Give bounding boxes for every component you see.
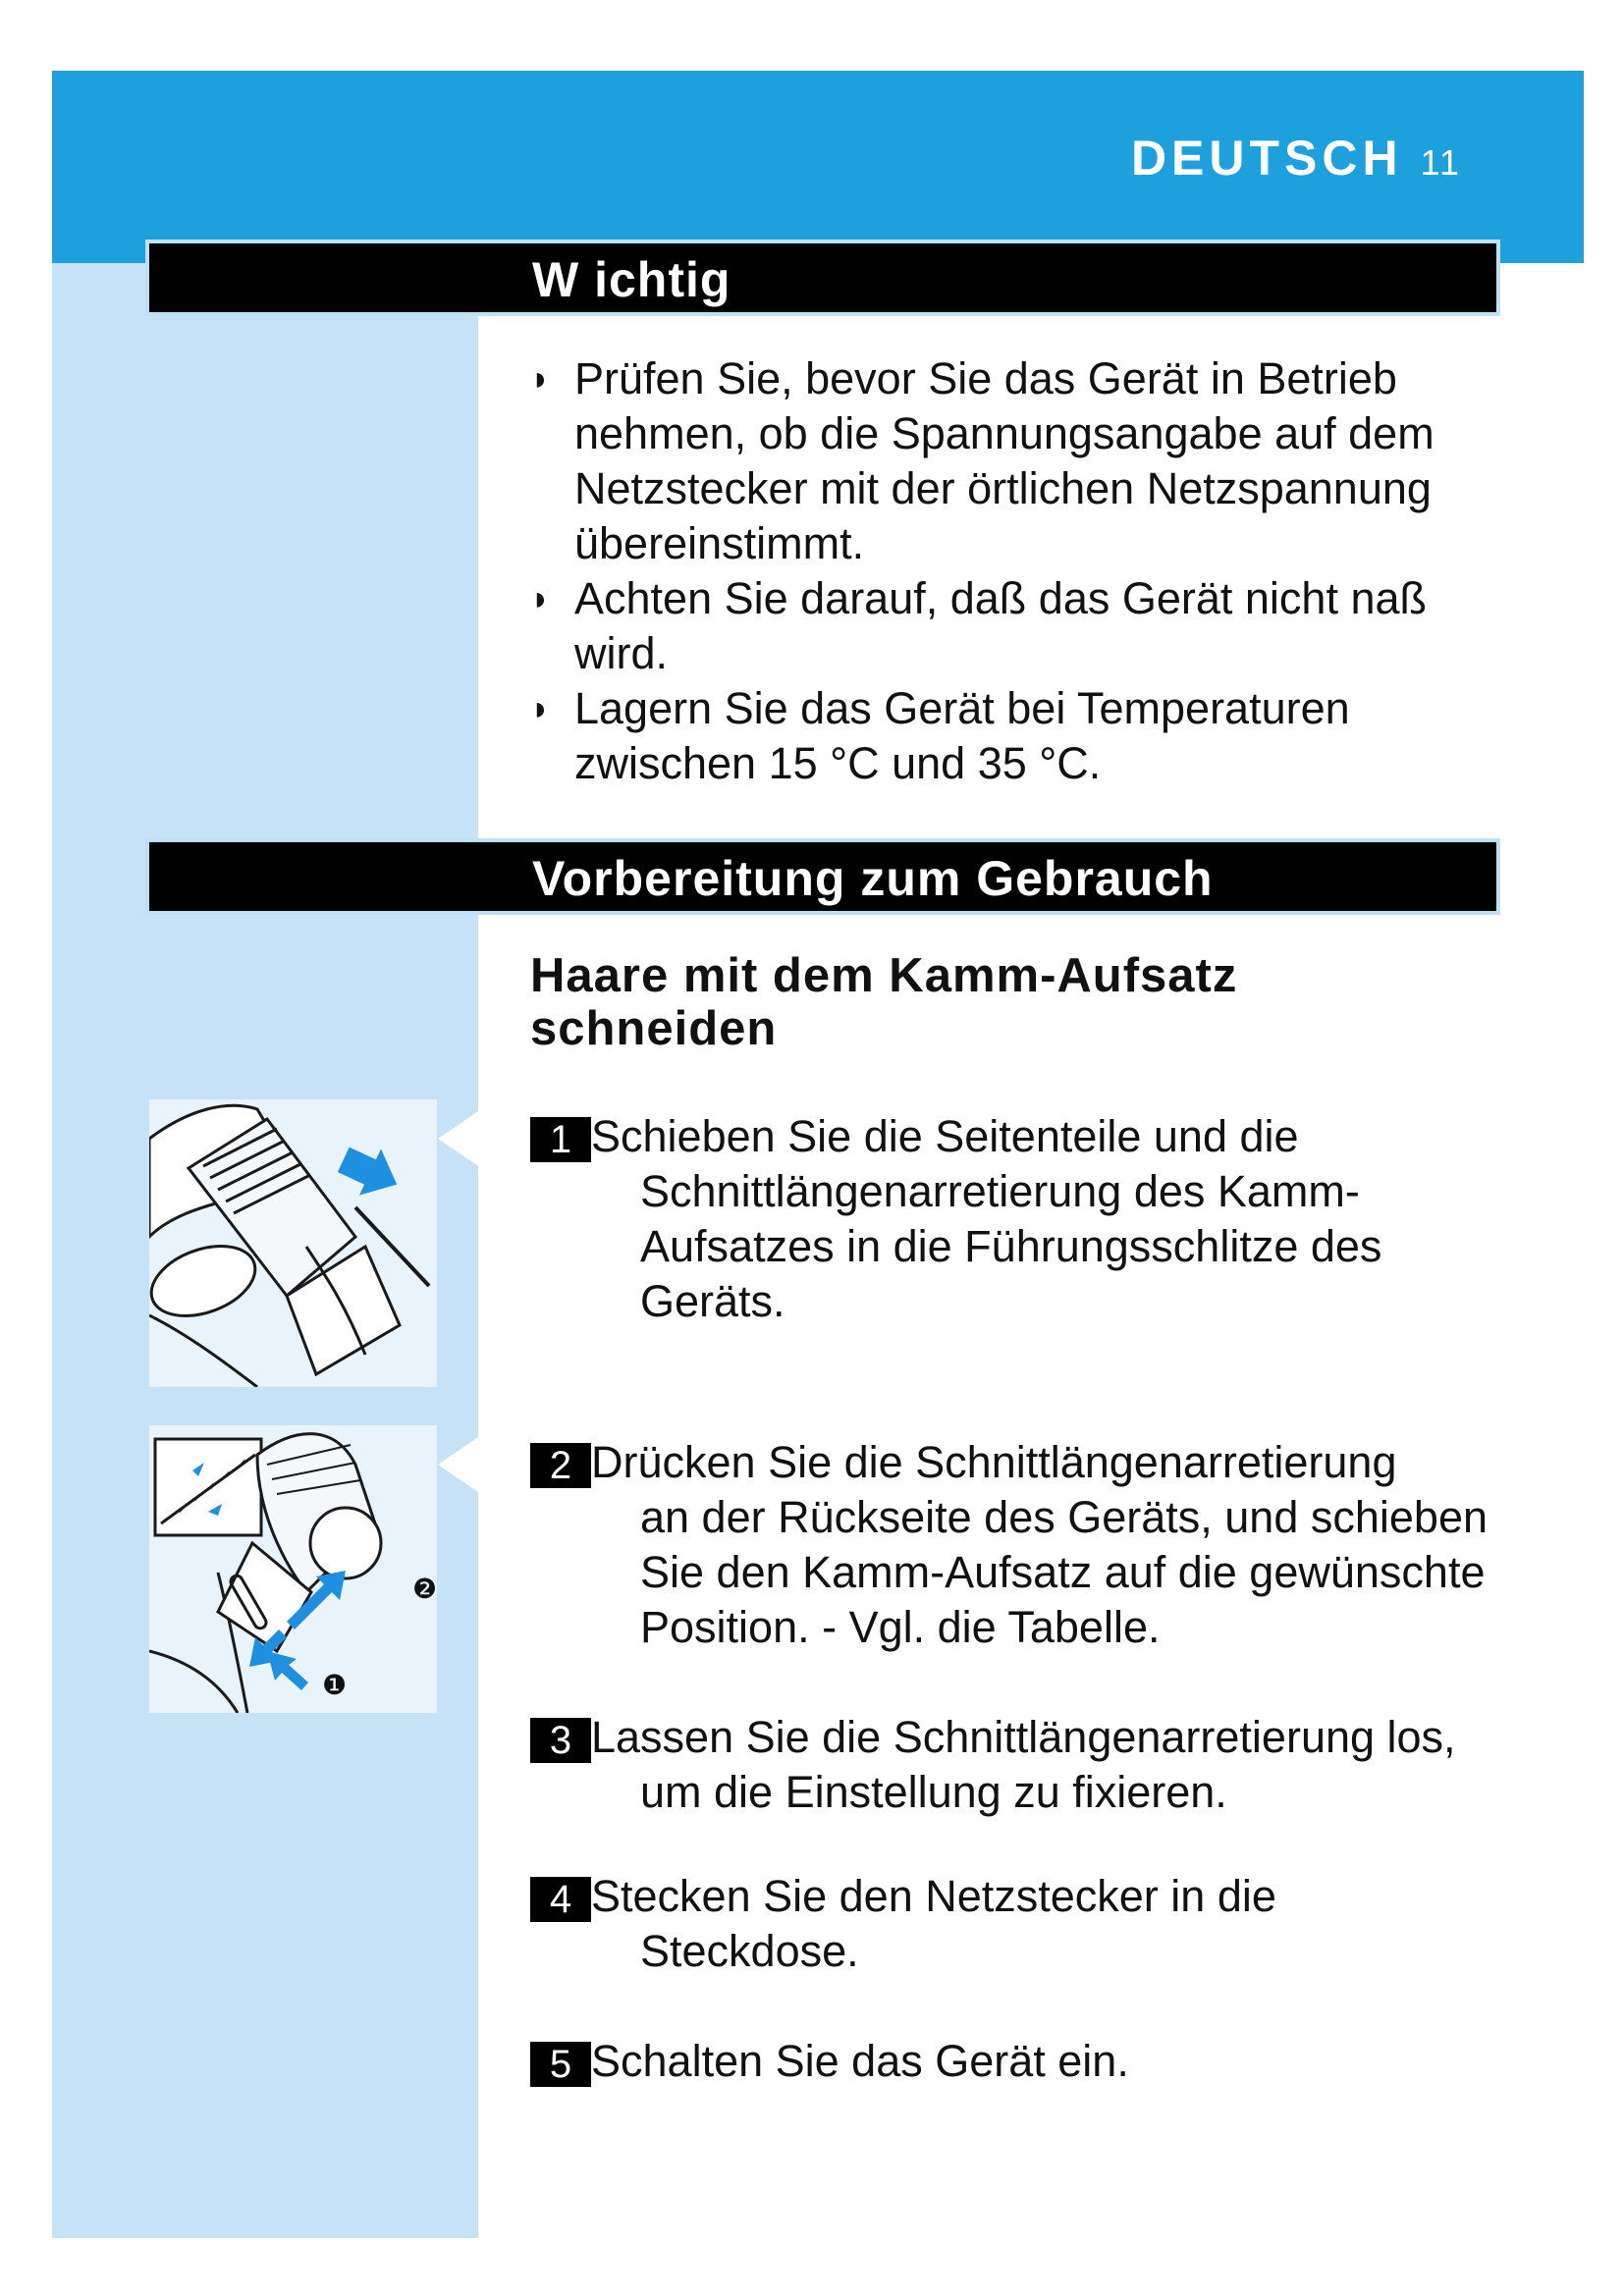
step-item bbox=[530, 2034, 1512, 2089]
step-item bbox=[530, 1435, 1512, 1655]
step-line: um die Einstellung zu fixieren. bbox=[640, 1767, 1227, 1817]
step-line: Drücken Sie die Schnittlängenarretierung bbox=[591, 1437, 1397, 1487]
step-number: 4 bbox=[530, 1877, 591, 1922]
hair-clipper-illustration-2 bbox=[149, 1425, 437, 1713]
step-line: Schnittlängenarretierung des Kamm- bbox=[640, 1166, 1360, 1216]
step-item bbox=[530, 1710, 1512, 1820]
step-line: Lassen Sie die Schnittlängenarretierung los, bbox=[591, 1712, 1456, 1762]
subheading-line: Haare mit dem Kamm-Aufsatz bbox=[530, 949, 1238, 1002]
figure-length-setting bbox=[149, 1425, 437, 1713]
important-notes-list bbox=[530, 351, 1492, 791]
step-item bbox=[530, 1869, 1512, 1979]
marker-1-icon: ❶ bbox=[322, 1670, 348, 1700]
language-label: DEUTSCH bbox=[1130, 131, 1403, 186]
step-line: Schalten Sie das Gerät ein. bbox=[591, 2036, 1129, 2086]
bullet-icon: ◗ bbox=[530, 580, 551, 617]
step-number: 3 bbox=[530, 1718, 591, 1763]
step-line: Stecken Sie den Netzstecker in die bbox=[591, 1871, 1276, 1921]
list-item bbox=[530, 681, 1492, 791]
bullet-icon: ◗ bbox=[530, 360, 551, 398]
hair-clipper-illustration-1 bbox=[149, 1099, 437, 1387]
marker-2-icon: ❷ bbox=[412, 1574, 438, 1604]
note-line: Prüfen Sie, bevor Sie das Gerät in Betrieb bbox=[574, 353, 1397, 403]
bullet-icon: ◗ bbox=[530, 690, 551, 727]
section-bar-important bbox=[149, 243, 1496, 312]
figure-pointer bbox=[438, 1109, 481, 1168]
page-number: 11 bbox=[1420, 142, 1461, 183]
note-line: Achten Sie darauf, daß das Gerät nicht naß bbox=[574, 573, 1427, 623]
step-line: Geräts. bbox=[640, 1276, 785, 1326]
note-line: zwischen 15 °C und 35 °C. bbox=[574, 738, 1102, 788]
note-line: übereinstimmt. bbox=[574, 518, 865, 568]
note-line: Netzstecker mit der örtlichen Netzspannung bbox=[574, 463, 1432, 513]
step-number: 1 bbox=[530, 1117, 591, 1162]
step-line: Aufsatzes in die Führungsschlitze des bbox=[640, 1221, 1382, 1271]
step-number: 2 bbox=[530, 1443, 591, 1488]
step-line: Steckdose. bbox=[640, 1926, 859, 1976]
subheading bbox=[530, 949, 1414, 1055]
section-title-important: W ichtig bbox=[532, 252, 731, 307]
step-line: an der Rückseite des Geräts, und schieben bbox=[640, 1492, 1488, 1542]
note-line: wird. bbox=[574, 628, 669, 678]
step-number: 5 bbox=[530, 2042, 591, 2087]
figure-comb-attach bbox=[149, 1099, 437, 1387]
step-line: Schieben Sie die Seitenteile und die bbox=[591, 1111, 1299, 1161]
section-bar-preparation bbox=[149, 842, 1496, 911]
subheading-line: schneiden bbox=[530, 1002, 778, 1055]
list-item bbox=[530, 571, 1492, 681]
note-line: Lagern Sie das Gerät bei Temperaturen bbox=[574, 683, 1350, 733]
step-line: Sie den Kamm-Aufsatz auf die gewünschte bbox=[640, 1547, 1486, 1597]
step-item bbox=[530, 1109, 1512, 1329]
section-title-preparation: Vorbereitung zum Gebrauch bbox=[532, 851, 1214, 906]
note-line: nehmen, ob die Spannungsangabe auf dem bbox=[574, 408, 1435, 458]
figure-pointer bbox=[438, 1435, 481, 1494]
page-header bbox=[1131, 130, 1461, 187]
step-line: Position. - Vgl. die Tabelle. bbox=[640, 1602, 1161, 1652]
list-item bbox=[530, 351, 1492, 571]
